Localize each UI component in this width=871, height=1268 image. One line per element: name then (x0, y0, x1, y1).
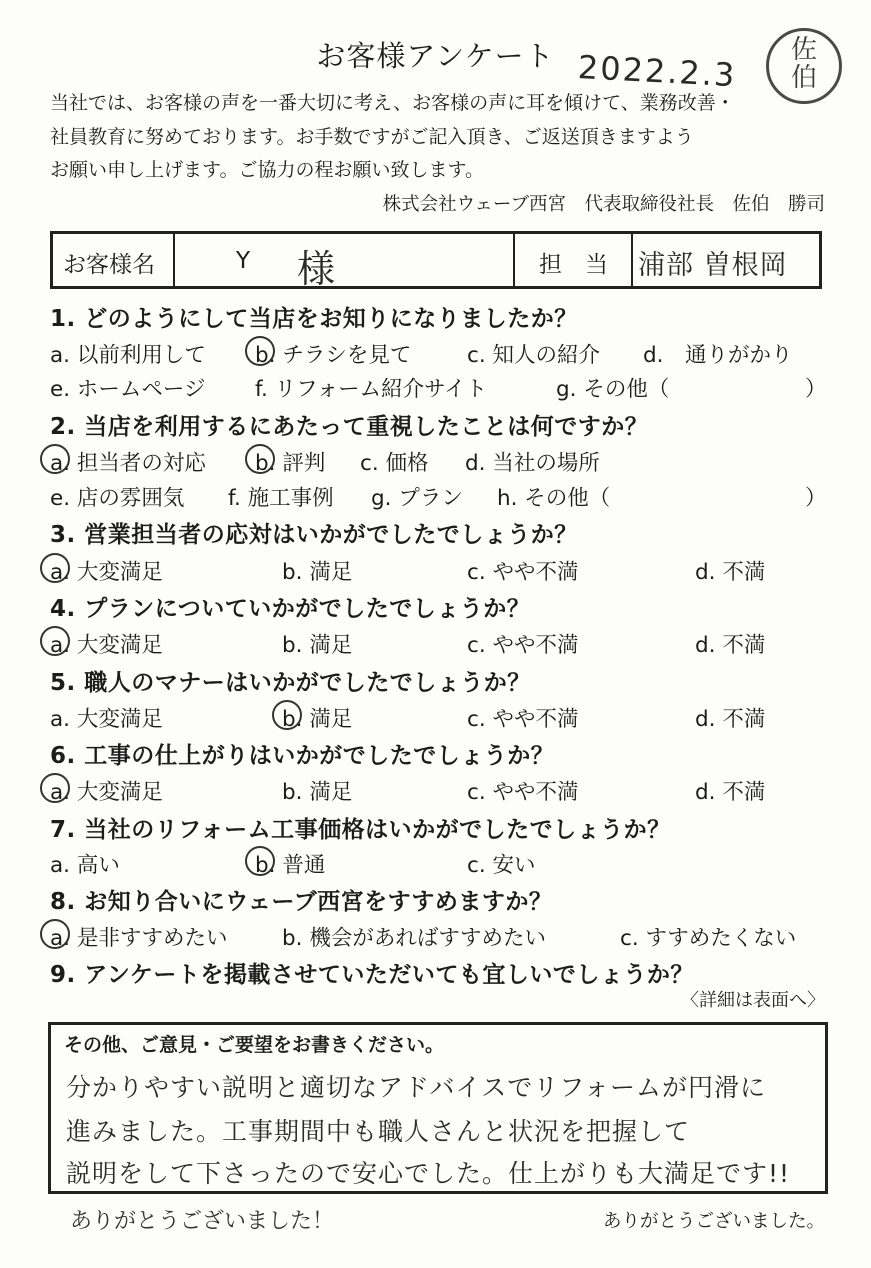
customer-name-suffix: 様 (297, 247, 336, 291)
q5-option-a: a. 大変満足 (50, 707, 163, 732)
selection-circle (40, 444, 70, 474)
selection-circle (40, 919, 70, 949)
comment-heading: その他、ご意見・ご要望をお書きください。 (64, 1034, 445, 1056)
q5-option-c: c. やや不満 (467, 707, 579, 732)
q5-option-d: d. 不満 (695, 707, 766, 732)
q4-option-b: b. 満足 (282, 633, 353, 658)
q7-option-a: a. 高い (50, 853, 120, 878)
q1-option-b: b. チラシを見て (255, 343, 412, 368)
question-8: 8. お知り合いにウェーブ西宮をすすめますか？ (50, 889, 553, 915)
customer-name-label: お客様名 (63, 252, 155, 278)
selection-circle (40, 773, 70, 803)
q3-option-a: a. 大変満足 (50, 560, 163, 585)
q6-option-d: d. 不満 (695, 780, 766, 805)
question-1: 1. どのようにして当店をお知りになりましたか？ (50, 306, 578, 332)
q8-option-b: b. 機会があればすすめたい (282, 926, 547, 951)
handwritten-date: 2022.2.3 (577, 48, 738, 95)
q2-option-c: c. 価格 (360, 451, 429, 476)
comment-line-1: 分かりやすい説明と適切なアドバイスでリフォームが円滑に (66, 1073, 767, 1102)
q7-option-c: c. 安い (467, 853, 536, 878)
selection-circle (245, 444, 275, 474)
intro-line-2: 社員教育に努めております。お手数ですがご記入頂き、ご返送頂きますよう (50, 126, 694, 148)
q4-option-a: a. 大変満足 (50, 633, 163, 658)
customer-name-table (50, 231, 822, 289)
q1-option-a: a. 以前利用して (50, 343, 206, 368)
q2-option-h: h. その他（ (497, 486, 611, 511)
question-4: 4. プランについていかがでしたでしょうか？ (50, 596, 531, 622)
comment-line-3: 説明をして下さったので安心でした。仕上がりも大満足です!! (66, 1159, 791, 1188)
company-signature: 株式会社ウェーブ西宮 代表取締役社長 佐伯 勝司 (382, 194, 825, 215)
customer-name-value: Y (236, 248, 251, 274)
q5-option-b: b. 満足 (282, 707, 353, 732)
q3-option-b: b. 満足 (282, 560, 353, 585)
page-title: お客様アンケート (316, 39, 555, 73)
details-note: 〈詳細は表面へ〉 (681, 990, 825, 1011)
q2-option-e: e. 店の雰囲気 (50, 486, 185, 511)
question-3: 3. 営業担当者の応対はいかがでしたでしょうか？ (50, 522, 578, 548)
q2-option-b: b. 評判 (255, 451, 326, 476)
selection-circle (245, 336, 275, 366)
intro-line-1: 当社では、お客様の声を一番大切に考え、お客様の声に耳を傾けて、業務改善・ (50, 92, 735, 114)
q8-option-c: c. すすめたくない (620, 926, 797, 951)
q4-option-c: c. やや不満 (467, 633, 579, 658)
q2-option-d: d. 当社の場所 (465, 451, 600, 476)
question-2: 2. 当店を利用するにあたって重視したことは何ですか？ (50, 414, 649, 440)
question-7: 7. 当社のリフォーム工事価格はいかがでしたでしょうか？ (50, 817, 671, 843)
selection-circle (245, 846, 275, 876)
q1-option-f: f. リフォーム紹介サイト (255, 377, 488, 402)
q3-option-d: d. 不満 (695, 560, 766, 585)
selection-circle (40, 626, 70, 656)
printed-thanks: ありがとうございました。 (602, 1211, 825, 1232)
q3-option-c: c. やや不満 (467, 560, 579, 585)
staff-value: 浦部 曽根岡 (638, 250, 788, 281)
intro-line-3: お願い申し上げます。ご協力の程お願い致します。 (50, 159, 484, 181)
question-5: 5. 職人のマナーはいかがでしたでしょうか？ (50, 670, 531, 696)
q1-option-g: g. その他（ (556, 377, 670, 402)
q7-option-b: b. 普通 (255, 853, 326, 878)
comment-line-2: 進みました。工事期間中も職人さんと状況を把握して (66, 1117, 691, 1146)
q6-option-a: a. 大変満足 (50, 780, 163, 805)
q2-option-f: f. 施工事例 (228, 486, 334, 511)
q8-option-a: a. 是非すすめたい (50, 926, 228, 951)
q1-option-d: d. 通りがかり (643, 343, 793, 368)
q6-option-c: c. やや不満 (467, 780, 579, 805)
question-9: 9. アンケートを掲載させていただいても宜しいでしょうか？ (50, 962, 694, 988)
q1-option-e: e. ホームページ (50, 377, 206, 402)
selection-circle (40, 553, 70, 583)
question-6: 6. 工事の仕上がりはいかがでしたでしょうか？ (50, 743, 555, 769)
q2-option-g: g. プラン (371, 486, 463, 511)
q1-option-g-close: ） (805, 377, 827, 402)
q1-option-c: c. 知人の紹介 (467, 343, 600, 368)
q2-option-h-close: ） (805, 486, 827, 511)
q4-option-d: d. 不満 (695, 633, 766, 658)
q6-option-b: b. 満足 (282, 780, 353, 805)
staff-label: 担 当 (539, 252, 608, 278)
q2-option-a: a. 担当者の対応 (50, 451, 206, 476)
handwritten-thanks: ありがとうございました！ (70, 1209, 335, 1234)
selection-circle (272, 700, 302, 730)
seal-stamp: 佐 伯 (766, 28, 842, 104)
